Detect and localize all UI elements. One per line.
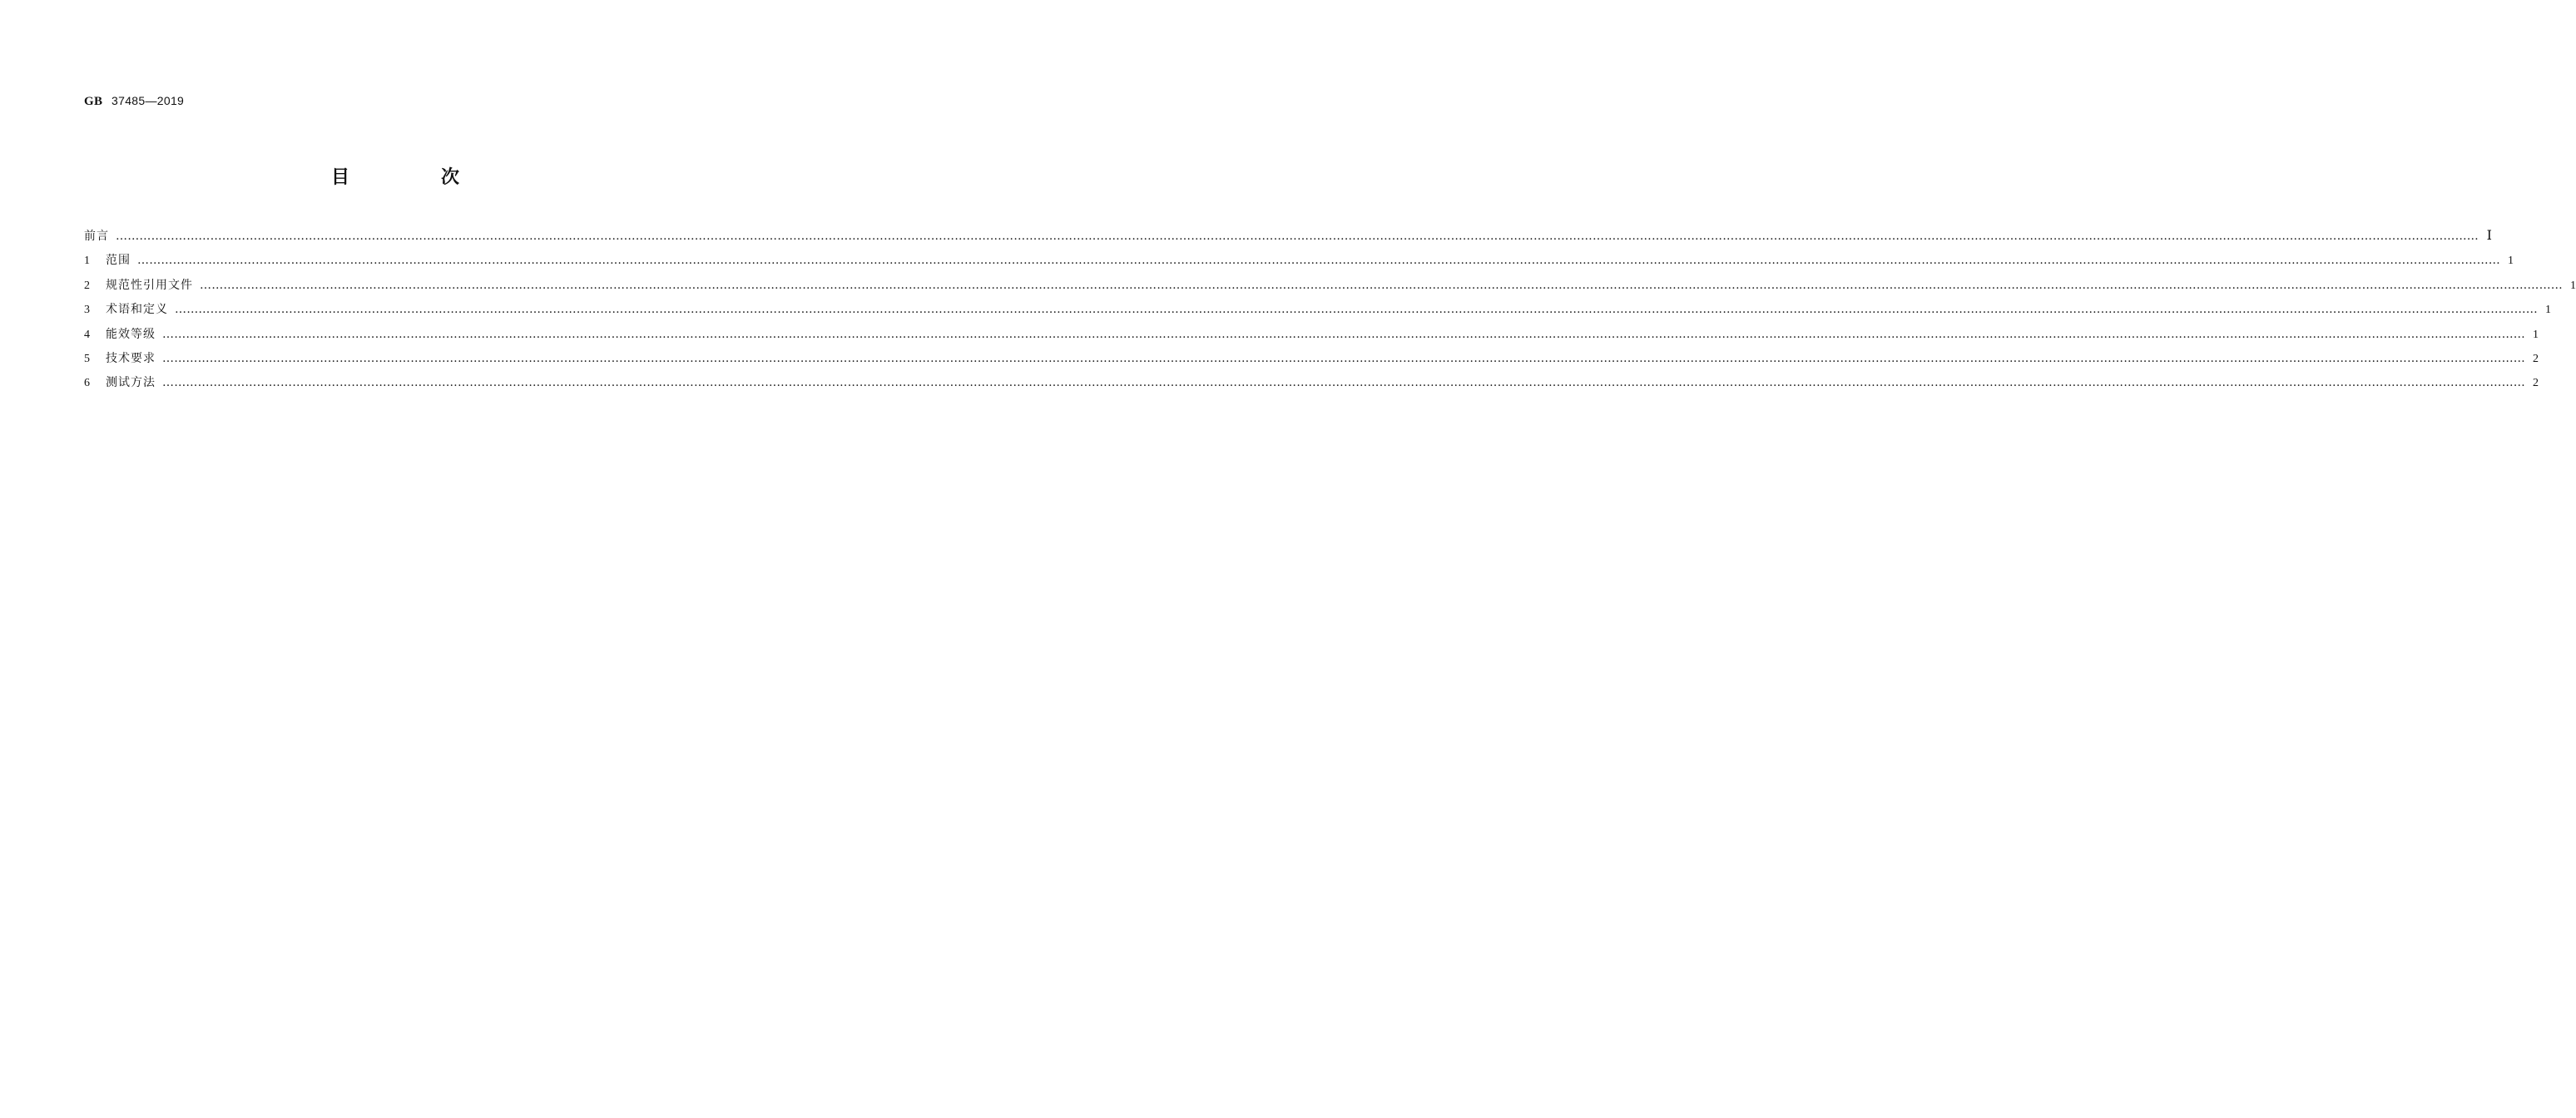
toc-entry-label: 技术要求 — [106, 351, 156, 365]
toc-entry-page: Ⅰ — [2486, 229, 2492, 243]
toc-entry-number: 4 — [84, 328, 90, 341]
table-of-contents — [84, 227, 2576, 398]
toc-entry-page: 1 — [2545, 304, 2551, 317]
toc-leader-dots: …………………………………………………………………………………………………………………………………………………………………………………………………………………………………………………………………………………………………………………………………………………………………………………………………………………………………………………………………………………………………………………………………………………… — [175, 303, 2538, 317]
toc-leader-dots: …………………………………………………………………………………………………………………………………………………………………………………………………………………………………………………………………………………………………………………………………………………………………………………………………………………………………………………………………………………………………………………………………………………… — [200, 278, 2563, 292]
standard-number: 37485—2019 — [111, 94, 185, 107]
toc-entry-label: 前言 — [84, 230, 109, 243]
toc-leader-dots: …………………………………………………………………………………………………………………………………………………………………………………………………………………………………………………………………………………………………………………………………………………………………………………………………………………………………………………………………………………………………………………………………………………… — [116, 230, 2479, 243]
toc-entry-number: 3 — [84, 304, 90, 317]
toc-entry-page: 2 — [2533, 377, 2539, 390]
toc-entry-label: 测试方法 — [106, 376, 156, 390]
toc-entry-label: 规范性引用文件 — [106, 278, 193, 292]
toc-entry-efficiency-grades[interactable] — [84, 325, 2539, 349]
toc-entry-page: 1 — [2508, 255, 2514, 268]
toc-entry-label: 能效等级 — [106, 327, 156, 341]
standard-header — [84, 94, 184, 109]
toc-entry-test-methods[interactable] — [84, 373, 2539, 398]
toc-entry-terms-definitions[interactable] — [84, 300, 2551, 324]
toc-entry-page: 1 — [2533, 328, 2539, 341]
toc-entry-technical-requirements[interactable] — [84, 349, 2539, 373]
toc-entry-number: 5 — [84, 352, 90, 365]
toc-entry-foreword[interactable] — [84, 227, 2492, 251]
page-title: 目 次 — [330, 167, 496, 188]
toc-leader-dots: …………………………………………………………………………………………………………………………………………………………………………………………………………………………………………………………………………………………………………………………………………………………………………………………………………………………………………………………………………………………………………………………………………………… — [162, 351, 2525, 365]
toc-entry-scope[interactable] — [84, 251, 2514, 275]
toc-entry-label: 术语和定义 — [106, 303, 168, 317]
toc-entry-normative-references[interactable] — [84, 276, 2576, 300]
toc-entry-number: 1 — [84, 255, 90, 268]
toc-leader-dots: …………………………………………………………………………………………………………………………………………………………………………………………………………………………………………………………………………………………………………………………………………………………………………………………………………………………………………………………………………………………………………………………………………………… — [137, 254, 2500, 268]
toc-entry-label: 范围 — [106, 254, 131, 268]
toc-entry-page: 2 — [2533, 352, 2539, 365]
toc-entry-number: 2 — [84, 279, 90, 292]
toc-leader-dots: …………………………………………………………………………………………………………………………………………………………………………………………………………………………………………………………………………………………………………………………………………………………………………………………………………………………………………………………………………………………………………………………………………………… — [162, 327, 2525, 341]
toc-leader-dots: …………………………………………………………………………………………………………………………………………………………………………………………………………………………………………………………………………………………………………………………………………………………………………………………………………………………………………………………………………………………………………………………………………………… — [162, 376, 2525, 390]
standard-code: GB — [84, 95, 103, 108]
toc-entry-number: 6 — [84, 377, 90, 390]
toc-entry-page: 1 — [2570, 279, 2576, 292]
